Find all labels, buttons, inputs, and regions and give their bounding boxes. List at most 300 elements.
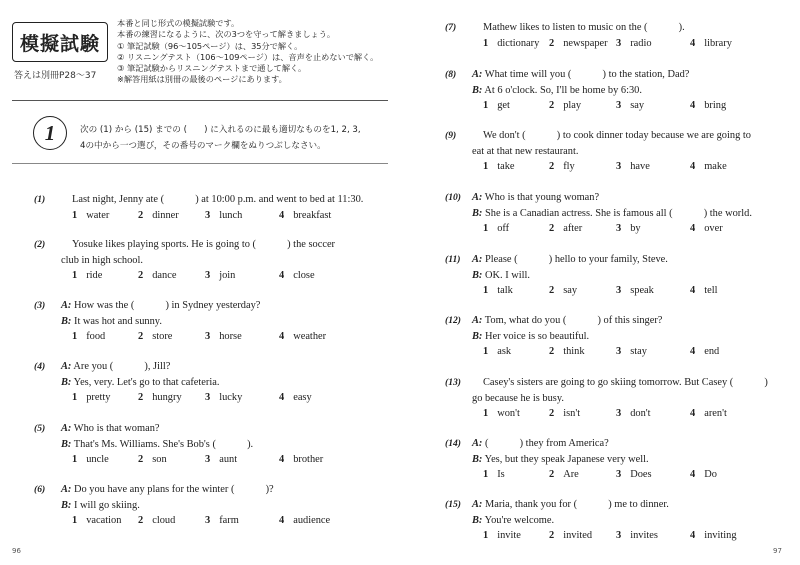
choice-number: 4 xyxy=(690,161,696,172)
choice-number: 3 xyxy=(205,270,211,281)
choice-text: take xyxy=(497,161,515,172)
question-text-line xyxy=(61,298,260,313)
choice-4[interactable] xyxy=(690,467,717,482)
sentence-text: Mathew likes to listen to music on the ( ). xyxy=(483,22,685,33)
choice-2[interactable] xyxy=(549,344,585,359)
speaker-label: B: xyxy=(61,376,72,388)
choice-text: easy xyxy=(293,392,312,403)
choice-number: 2 xyxy=(549,469,555,480)
choice-number: 4 xyxy=(690,346,696,357)
choice-number: 4 xyxy=(690,469,696,480)
question-number: (2) xyxy=(34,239,46,250)
sentence-text: Casey's sisters are going to go skiing tomorrow. But Casey ( ) xyxy=(483,377,768,388)
choice-3[interactable] xyxy=(205,390,242,405)
choice-text: think xyxy=(563,346,585,357)
choice-text: hungry xyxy=(152,392,182,403)
choice-number: 1 xyxy=(483,408,489,419)
intro-note: ※解答用紙は別冊の最後のページにあります。 xyxy=(117,74,287,85)
choice-4[interactable] xyxy=(279,329,326,344)
question-text-line xyxy=(61,421,160,436)
question-text-line xyxy=(472,452,649,467)
choice-text: Is xyxy=(497,469,505,480)
sentence-text: It was hot and sunny. xyxy=(71,315,162,327)
speaker-label: B: xyxy=(472,207,483,219)
choice-text: son xyxy=(152,454,167,465)
choice-text: farm xyxy=(219,515,239,526)
question-number: (3) xyxy=(34,300,46,311)
speaker-label: A: xyxy=(472,499,483,510)
question-number: (8) xyxy=(445,69,457,80)
choice-number: 2 xyxy=(138,515,144,526)
question-text-line xyxy=(472,513,554,528)
choice-1[interactable] xyxy=(483,221,509,236)
choice-number: 4 xyxy=(690,100,696,111)
choice-2[interactable] xyxy=(549,98,581,113)
question-8 xyxy=(445,67,795,127)
speaker-label: A: xyxy=(472,192,483,203)
question-12 xyxy=(445,313,795,373)
choice-3[interactable] xyxy=(616,98,644,113)
sentence-text: We don't ( ) to cook dinner today because we are going to xyxy=(483,130,751,141)
choice-text: have xyxy=(630,161,650,172)
choice-1[interactable] xyxy=(72,452,109,467)
question-number: (10) xyxy=(445,192,461,203)
choice-number: 4 xyxy=(690,408,696,419)
choice-text: get xyxy=(497,100,510,111)
choice-text: ride xyxy=(86,270,103,281)
choice-3[interactable] xyxy=(616,467,652,482)
choice-text: lucky xyxy=(219,392,243,403)
speaker-label: B: xyxy=(472,514,483,526)
choice-3[interactable] xyxy=(616,344,647,359)
choice-1[interactable] xyxy=(72,329,105,344)
choice-1[interactable] xyxy=(483,344,511,359)
choice-number: 4 xyxy=(279,515,285,526)
choice-number: 3 xyxy=(616,223,622,234)
choice-text: brother xyxy=(293,454,324,465)
question-text-line xyxy=(61,482,274,497)
choice-3[interactable] xyxy=(205,452,237,467)
question-text-line xyxy=(472,252,668,267)
choice-3[interactable] xyxy=(616,406,651,421)
question-text-line xyxy=(472,436,609,451)
choice-text: tell xyxy=(704,285,718,296)
choice-4[interactable] xyxy=(690,36,732,51)
choice-number: 1 xyxy=(483,285,489,296)
speaker-label: B: xyxy=(61,315,72,327)
choice-2[interactable] xyxy=(549,528,592,543)
choice-number: 3 xyxy=(616,100,622,111)
choice-number: 4 xyxy=(279,209,285,221)
sentence-text: Yes, but they speak Japanese very well. xyxy=(482,453,649,465)
choice-number: 3 xyxy=(205,454,211,465)
question-5 xyxy=(34,421,384,481)
choice-text: audience xyxy=(293,515,331,526)
choice-text: by xyxy=(630,223,641,234)
choice-text: don't xyxy=(630,408,651,419)
question-text-line xyxy=(472,206,752,221)
speaker-label: A: xyxy=(472,438,483,449)
choice-number: 2 xyxy=(138,392,144,403)
choice-3[interactable] xyxy=(616,159,650,174)
choice-number: 2 xyxy=(549,408,555,419)
choice-2[interactable] xyxy=(138,268,176,283)
choice-text: bring xyxy=(704,100,727,111)
sentence-text: Yosuke likes playing sports. He is going to ( ) the soccer xyxy=(72,239,336,250)
sentence-text: At 6 o'clock. So, I'll be home by 6:30. xyxy=(482,84,642,96)
choice-number: 2 xyxy=(549,37,555,49)
question-text-line xyxy=(61,498,140,513)
choice-number: 1 xyxy=(483,100,489,111)
speaker-label: A: xyxy=(472,254,483,265)
speaker-label: A: xyxy=(472,69,483,80)
choice-number: 4 xyxy=(279,454,285,465)
section-number-badge: 1 xyxy=(33,116,67,150)
choice-number: 4 xyxy=(279,270,285,281)
choice-number: 3 xyxy=(616,285,622,296)
choice-text: invited xyxy=(563,530,593,541)
intro-line: ③ 筆記試験からリスニングテストまで通して解く。 xyxy=(117,63,307,74)
speaker-label: B: xyxy=(472,330,483,342)
choice-4[interactable] xyxy=(690,159,727,174)
choice-number: 3 xyxy=(616,346,622,357)
choice-1[interactable] xyxy=(72,268,102,283)
intro-line: ② リスニングテスト（106～109ページ）は、音声を止めないで解く。 xyxy=(117,51,379,62)
question-text-line xyxy=(61,253,143,268)
choice-text: dance xyxy=(152,270,177,281)
speaker-label: B: xyxy=(61,499,72,511)
choice-2[interactable] xyxy=(549,221,582,236)
choice-number: 4 xyxy=(690,285,696,296)
choice-text: horse xyxy=(219,331,242,342)
choice-text: store xyxy=(152,331,173,342)
choice-text: stay xyxy=(630,346,647,357)
choice-text: join xyxy=(219,270,236,281)
instruction-line: 4の中から一つ選び，その番号のマーク欄をぬりつぶしなさい。 xyxy=(80,141,326,151)
choice-text: speak xyxy=(630,285,654,296)
section-instructions xyxy=(80,122,390,154)
choice-number: 3 xyxy=(616,469,622,480)
question-text-line xyxy=(61,314,162,329)
sentence-text: Her voice is so beautiful. xyxy=(482,330,590,342)
question-text-line xyxy=(61,437,253,452)
choice-3[interactable] xyxy=(616,36,652,51)
choice-text: invite xyxy=(497,530,521,541)
sentence-text: ( ) they from America? xyxy=(482,438,609,449)
question-text-line xyxy=(61,359,170,374)
intro-line: 本番と同じ形式の模擬試験です。 xyxy=(117,18,240,28)
sentence-text: How was the ( ) in Sydney yesterday? xyxy=(71,300,261,311)
choice-number: 2 xyxy=(138,454,144,465)
sentence-text: OK. I will. xyxy=(482,269,531,281)
choice-text: water xyxy=(86,209,110,221)
choice-3[interactable] xyxy=(205,268,235,283)
sentence-text: Please ( ) hello to your family, Steve. xyxy=(482,254,668,265)
page-number-left: 96 xyxy=(12,547,21,555)
choice-text: Does xyxy=(630,469,652,480)
choice-2[interactable] xyxy=(138,513,175,528)
choice-number: 1 xyxy=(483,530,489,541)
choice-number: 3 xyxy=(205,515,211,526)
instruction-line: 次の (1) から (15) までの ( ) に入れるのに最も適切なものを1, 2, 3, xyxy=(80,125,361,135)
sentence-text: go because he is busy. xyxy=(472,392,564,404)
choice-text: invites xyxy=(630,530,658,541)
choice-number: 1 xyxy=(72,331,78,342)
sentence-text: You're welcome. xyxy=(482,514,555,526)
choice-4[interactable] xyxy=(690,344,719,359)
choice-text: radio xyxy=(630,37,652,49)
choice-2[interactable] xyxy=(549,159,575,174)
sentence-text: Last night, Jenny ate ( ) at 10:00 p.m. and went to bed at 11:30. xyxy=(72,194,364,205)
choice-1[interactable] xyxy=(483,528,521,543)
choice-1[interactable] xyxy=(483,283,513,298)
choice-2[interactable] xyxy=(138,452,167,467)
choice-text: close xyxy=(293,270,315,281)
question-text-line xyxy=(472,391,564,406)
choice-number: 1 xyxy=(72,515,78,526)
choice-3[interactable] xyxy=(616,221,641,236)
choice-1[interactable] xyxy=(72,208,109,223)
choice-text: play xyxy=(563,100,582,111)
page-title: 模擬試験 xyxy=(12,22,108,62)
question-13 xyxy=(445,375,795,435)
question-text-line xyxy=(472,67,689,82)
choice-text: uncle xyxy=(86,454,109,465)
choice-number: 3 xyxy=(205,392,211,403)
question-15 xyxy=(445,497,795,557)
question-4 xyxy=(34,359,384,419)
choice-3[interactable] xyxy=(205,208,242,223)
choice-4[interactable] xyxy=(690,221,723,236)
question-number: (9) xyxy=(445,130,457,141)
choice-number: 2 xyxy=(138,209,144,221)
question-text-line xyxy=(472,83,642,98)
question-3 xyxy=(34,298,384,358)
sentence-text: Yes, very. Let's go to that cafeteria. xyxy=(71,376,220,388)
choice-2[interactable] xyxy=(138,390,182,405)
choice-text: say xyxy=(630,100,645,111)
choice-1[interactable] xyxy=(483,98,510,113)
speaker-label: B: xyxy=(472,453,483,465)
choice-1[interactable] xyxy=(483,36,539,51)
choice-2[interactable] xyxy=(549,283,577,298)
sentence-text: Are you ( ), Jill? xyxy=(71,361,171,372)
choice-2[interactable] xyxy=(138,329,172,344)
speaker-label: A: xyxy=(61,484,72,495)
choice-2[interactable] xyxy=(138,208,179,223)
sentence-text: club in high school. xyxy=(61,254,143,266)
choice-text: over xyxy=(704,223,723,234)
question-number: (5) xyxy=(34,423,46,434)
question-11 xyxy=(445,252,795,312)
choice-text: inviting xyxy=(704,530,737,541)
question-10 xyxy=(445,190,795,250)
choice-number: 1 xyxy=(72,270,78,281)
choice-number: 1 xyxy=(483,37,489,49)
choice-text: breakfast xyxy=(293,209,332,221)
choice-text: library xyxy=(704,37,732,49)
choice-4[interactable] xyxy=(279,268,315,283)
question-text-line xyxy=(483,20,685,35)
sentence-text: I will go skiing. xyxy=(71,499,140,511)
question-number: (13) xyxy=(445,377,461,388)
sentence-text: eat at that new restaurant. xyxy=(472,145,579,157)
choice-text: Are xyxy=(563,469,579,480)
choice-text: end xyxy=(704,346,720,357)
sentence-text: That's Ms. Williams. She's Bob's ( ). xyxy=(71,438,254,450)
choice-4[interactable] xyxy=(279,452,323,467)
choice-text: dinner xyxy=(152,209,179,221)
sentence-text: Who is that woman? xyxy=(71,423,160,434)
choice-text: off xyxy=(497,223,510,234)
speaker-label: B: xyxy=(472,269,483,281)
choice-number: 2 xyxy=(549,100,555,111)
choice-3[interactable] xyxy=(205,513,239,528)
speaker-label: B: xyxy=(61,438,72,450)
choice-2[interactable] xyxy=(549,406,580,421)
choice-text: cloud xyxy=(152,515,176,526)
choice-number: 2 xyxy=(138,270,144,281)
page-number-right: 97 xyxy=(773,547,782,555)
choice-4[interactable] xyxy=(690,406,727,421)
sentence-text: Maria, thank you for ( ) me to dinner. xyxy=(482,499,669,510)
sentence-text: What time will you ( ) to the station, Dad? xyxy=(482,69,690,80)
question-number: (14) xyxy=(445,438,461,449)
question-text-line xyxy=(72,192,363,207)
choice-number: 1 xyxy=(72,392,78,403)
choice-number: 2 xyxy=(549,530,555,541)
choice-4[interactable] xyxy=(690,98,726,113)
choice-number: 2 xyxy=(549,346,555,357)
question-text-line xyxy=(472,313,662,328)
question-number: (4) xyxy=(34,361,46,372)
choice-number: 2 xyxy=(138,331,144,342)
choice-1[interactable] xyxy=(483,406,520,421)
question-14 xyxy=(445,436,795,496)
question-6 xyxy=(34,482,384,542)
choice-1[interactable] xyxy=(72,513,121,528)
choice-number: 3 xyxy=(616,37,622,49)
speaker-label: A: xyxy=(61,423,72,434)
speaker-label: A: xyxy=(61,361,72,372)
choice-text: vacation xyxy=(86,515,122,526)
question-text-line xyxy=(472,144,578,159)
question-number: (1) xyxy=(34,194,46,205)
choice-number: 3 xyxy=(205,209,211,221)
question-9 xyxy=(445,128,795,188)
choice-1[interactable] xyxy=(483,159,515,174)
choice-number: 2 xyxy=(549,161,555,172)
choice-text: newspaper xyxy=(563,37,608,49)
choice-number: 1 xyxy=(483,469,489,480)
question-2 xyxy=(34,237,384,297)
choice-4[interactable] xyxy=(690,283,717,298)
choice-text: say xyxy=(563,285,578,296)
intro-line: 本番の練習になるように、次の3つを守って解きましょう。 xyxy=(117,29,336,40)
question-text-line xyxy=(483,128,751,143)
question-text-line xyxy=(472,329,589,344)
choice-text: make xyxy=(704,161,727,172)
question-number: (6) xyxy=(34,484,46,495)
choice-number: 1 xyxy=(483,346,489,357)
choice-number: 4 xyxy=(279,392,285,403)
speaker-label: A: xyxy=(61,300,72,311)
choice-number: 1 xyxy=(483,223,489,234)
choice-text: food xyxy=(86,331,106,342)
choice-number: 3 xyxy=(205,331,211,342)
choice-number: 3 xyxy=(616,161,622,172)
choice-number: 4 xyxy=(279,331,285,342)
choice-2[interactable] xyxy=(549,467,579,482)
answer-reference: 答えは別冊P28～37 xyxy=(14,71,97,81)
choice-text: pretty xyxy=(86,392,111,403)
question-text-line xyxy=(72,237,335,252)
choice-4[interactable] xyxy=(279,513,330,528)
question-number: (12) xyxy=(445,315,461,326)
choice-text: won't xyxy=(497,408,520,419)
choice-3[interactable] xyxy=(205,329,242,344)
choice-4[interactable] xyxy=(690,528,737,543)
choice-text: weather xyxy=(293,331,327,342)
choice-text: ask xyxy=(497,346,512,357)
choice-number: 2 xyxy=(549,285,555,296)
choice-text: dictionary xyxy=(497,37,540,49)
choice-4[interactable] xyxy=(279,208,331,223)
sentence-text: Who is that young woman? xyxy=(482,192,600,203)
choice-number: 1 xyxy=(483,161,489,172)
choice-number: 4 xyxy=(690,37,696,49)
intro-text xyxy=(117,18,392,86)
choice-text: fly xyxy=(563,161,575,172)
question-text-line xyxy=(61,375,219,390)
question-number: (11) xyxy=(445,254,461,265)
speaker-label: A: xyxy=(472,315,483,326)
choice-1[interactable] xyxy=(72,390,110,405)
choice-text: lunch xyxy=(219,209,243,221)
choice-text: talk xyxy=(497,285,513,296)
choice-number: 1 xyxy=(72,454,78,465)
speaker-label: B: xyxy=(472,84,483,96)
choice-3[interactable] xyxy=(616,528,658,543)
question-number: (15) xyxy=(445,499,461,510)
choice-text: aren't xyxy=(704,408,727,419)
choice-number: 4 xyxy=(690,530,696,541)
sentence-text: Do you have any plans for the winter ( )? xyxy=(71,484,274,495)
intro-line: ① 筆記試験（96～105ページ）は、35分で解く。 xyxy=(117,40,303,51)
choice-number: 4 xyxy=(690,223,696,234)
choice-1[interactable] xyxy=(483,467,505,482)
sentence-text: She is a Canadian actress. She is famous all ( ) the world. xyxy=(482,207,752,219)
header-divider xyxy=(12,100,388,101)
question-text-line xyxy=(472,190,599,205)
question-text-line xyxy=(483,375,768,390)
choice-2[interactable] xyxy=(549,36,608,51)
question-text-line xyxy=(472,497,669,512)
choice-4[interactable] xyxy=(279,390,312,405)
section-divider xyxy=(12,163,388,164)
choice-number: 2 xyxy=(549,223,555,234)
question-number: (7) xyxy=(445,22,457,33)
choice-text: Do xyxy=(704,469,717,480)
choice-text: after xyxy=(563,223,583,234)
question-text-line xyxy=(472,268,530,283)
choice-3[interactable] xyxy=(616,283,654,298)
choice-text: aunt xyxy=(219,454,238,465)
sentence-text: Tom, what do you ( ) of this singer? xyxy=(482,315,663,326)
choice-number: 1 xyxy=(72,209,78,221)
choice-number: 3 xyxy=(616,408,622,419)
choice-number: 3 xyxy=(616,530,622,541)
